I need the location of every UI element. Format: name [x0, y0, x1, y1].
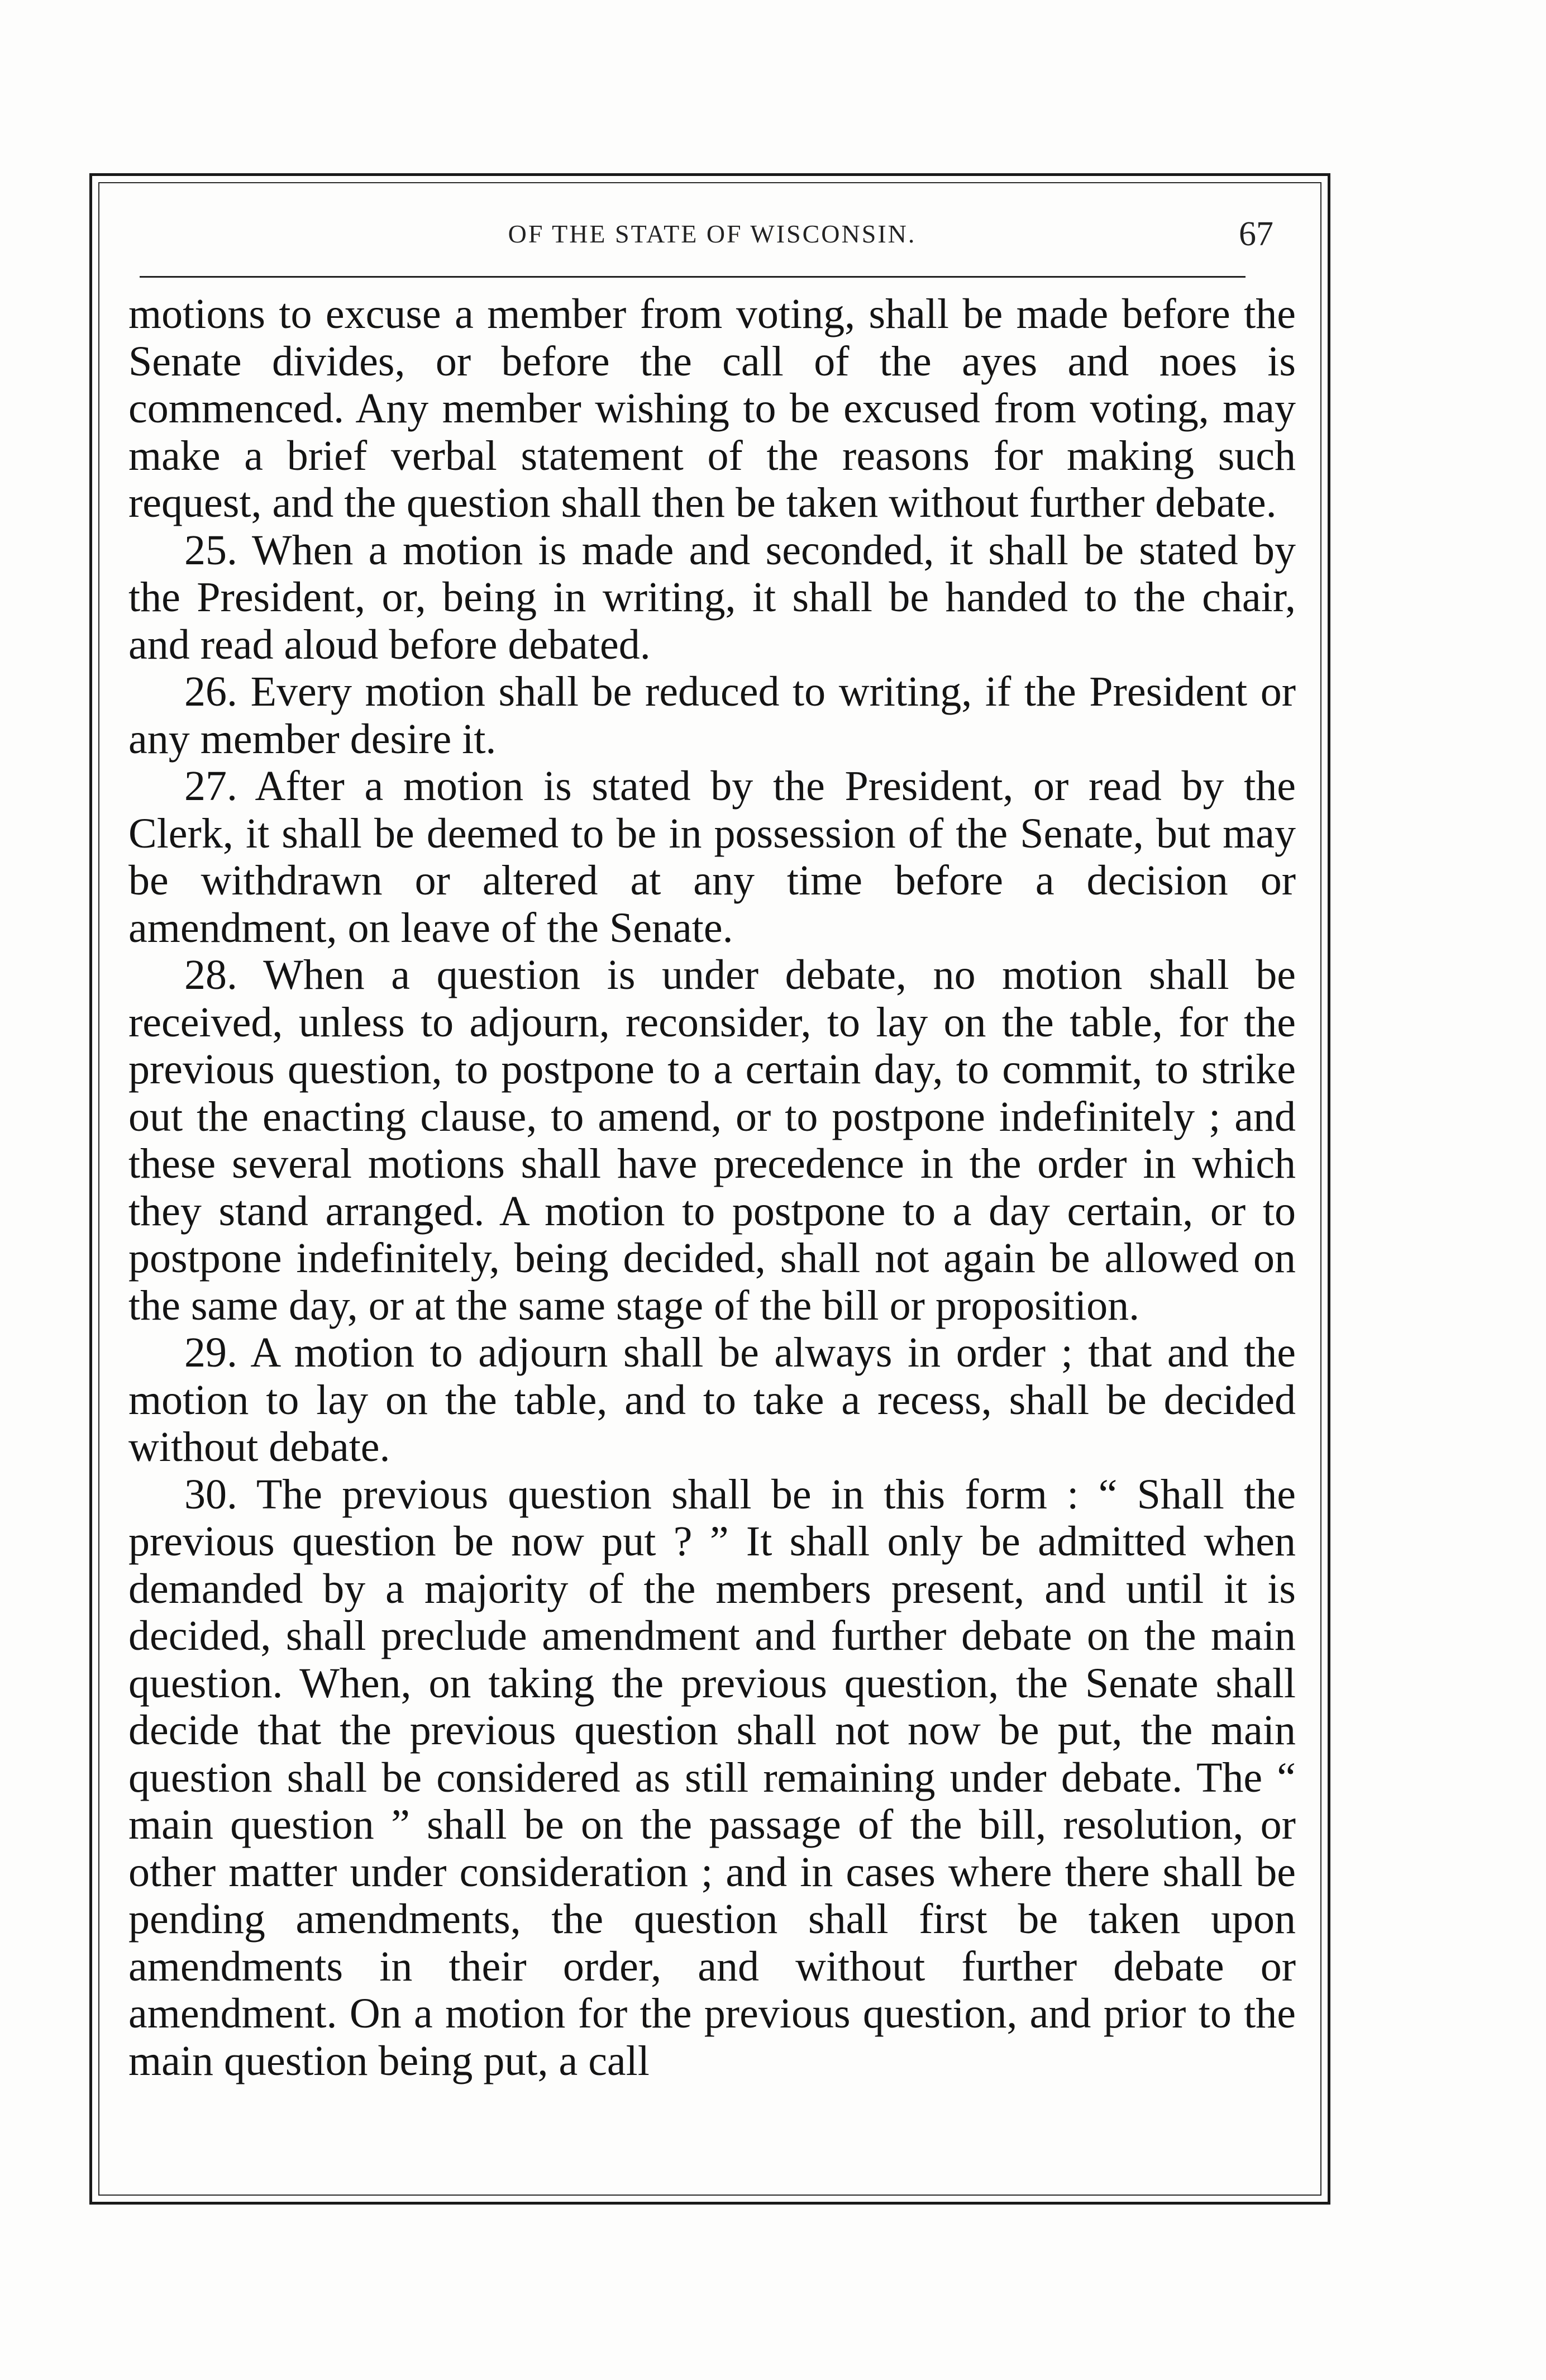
page-header	[128, 213, 1296, 264]
rule-30: 30. The previous question shall be in this form : “ Shall the previous question be now put ? ” It shall only be admitted when demanded by a majority of the members present, and until it is decided, shall preclude amendment and further debate on the main question. When, on taking the previous question, the Senate shall decide that the previous question shall not now be put, the main question shall be considered as still remaining under debate. The “ main question ” shall be on the passage of the bill, resolution, or other matter under consideration ; and in cases where there shall be pending amendments, the question shall first be taken upon amendments in their order, and without further debate or amendment. On a motion for the previous question, and prior to the main question being put, a call	[128, 1470, 1296, 2084]
body-text	[128, 291, 1296, 2084]
rule-25: 25. When a motion is made and seconded, it shall be stated by the President, or, being in writing, it shall be handed to the chair, and read aloud before debated.	[128, 526, 1296, 668]
rule-26: 26. Every motion shall be reduced to writing, if the President or any member desire it.	[128, 668, 1296, 763]
rule-29: 29. A motion to adjourn shall be always in order ; that and the motion to lay on the table, and to take a recess, shall be decided without debate.	[128, 1329, 1296, 1470]
rule-27: 27. After a motion is stated by the President, or read by the Clerk, it shall be deemed to be in possession of the Senate, but may be withdrawn or altered at any time before a decision or amendment, on leave of the Senate.	[128, 763, 1296, 951]
header-rule	[140, 276, 1246, 278]
paragraph-continuation: motions to excuse a member from voting, shall be made before the Senate divides, or before the call of the ayes and noes is commenced. Any member wishing to be excused from voting, may make a brief verbal statement of the reasons for making such request, and the question shall then be taken without further debate.	[128, 291, 1296, 526]
page-number: 67	[1239, 215, 1273, 253]
rule-28: 28. When a question is under debate, no motion shall be received, unless to adjourn, reconsider, to lay on the table, for the previous question, to postpone to a certain day, to commit, to strike out the enacting clause, to amend, or to postpone indefinitely ; and these several motions shall have precedence in the order in which they stand arranged. A motion to postpone to a day certain, or to postpone indefinitely, being decided, shall not again be allowed on the same day, or at the same stage of the bill or proposition.	[128, 951, 1296, 1329]
running-head: OF THE STATE OF WISCONSIN.	[508, 220, 917, 248]
